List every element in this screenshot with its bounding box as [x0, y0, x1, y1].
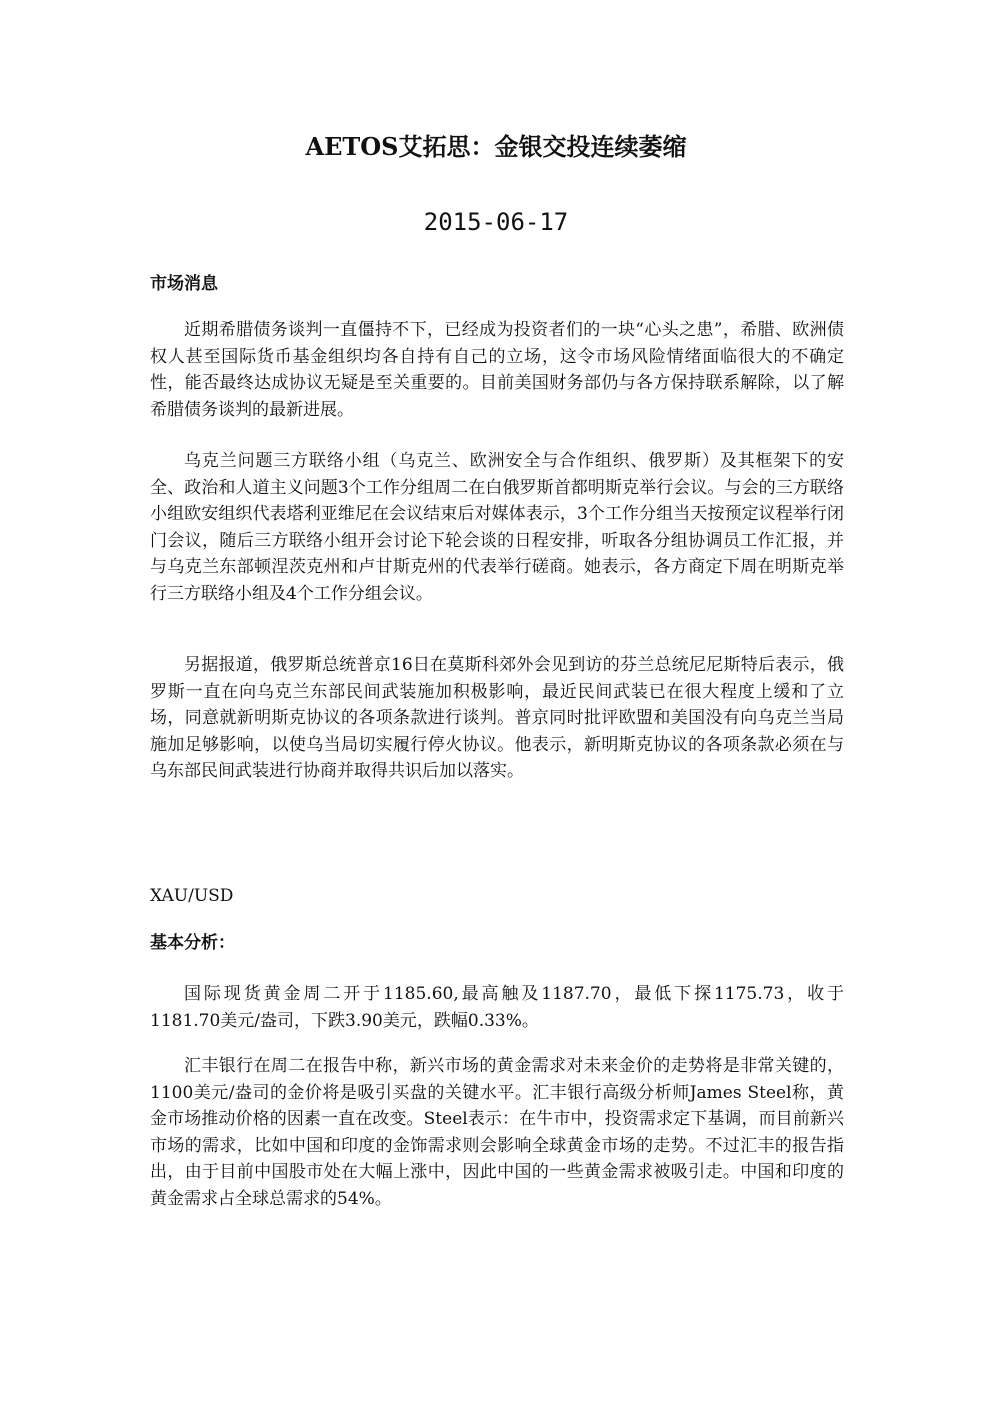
market-news-paragraph-greece: 近期希腊债务谈判一直僵持不下，已经成为投资者们的一块“心头之患”，希腊、欧洲债权人甚至国际货币基金组织均各自持有自己的立场，这令市场风险情绪面临很大的不确定性，能否最终达成协议无疑是至关重要的。目前美国财务部仍与各方保持联系解除，以了解希腊债务谈判的最新进展。 [150, 320, 844, 420]
xau-usd-label: XAU/USD [150, 886, 234, 906]
document-title: AETOS艾拓思：金银交投连续萎缩 [305, 132, 687, 161]
gold-price-paragraph: 国际现货黄金周二开于1185.60,最高触及1187.70，最低下探1175.73，收于1181.70美元/盎司，下跌3.90美元，跌幅0.33%。 [150, 984, 844, 1031]
market-news-paragraph-putin: 另据报道，俄罗斯总统普京16日在莫斯科郊外会见到访的芬兰总统尼尼斯特后表示，俄罗斯一直在向乌克兰东部民间武装施加积极影响，最近民间武装已在很大程度上缓和了立场，同意就新明斯克协议的各项条款进行谈判。普京同时批评欧盟和美国没有向乌克兰当局施加足够影响，以使乌当局切实履行停火协议。他表示，新明斯克协议的各项条款必须在与乌东部民间武装进行协商并取得共识后加以落实。 [150, 655, 844, 781]
document-date: 2015-06-17 [423, 208, 569, 236]
market-news-heading: 市场消息 [150, 274, 218, 294]
basic-analysis-heading: 基本分析： [150, 933, 235, 953]
hsbc-report-paragraph: 汇丰银行在周二在报告中称，新兴市场的黄金需求对未来金价的走势将是非常关键的，1100美元/盎司的金价将是吸引买盘的关键水平。汇丰银行高级分析师James Steel称，黄金市场推动价格的因素一直在改变。Steel表示：在牛市中，投资需求定下基调，而目前新兴市场的需求，比如中国和印度的金饰需求则会影响全球黄金市场的走势。不过汇丰的报告指出，由于目前中国股市处在大幅上涨中，因此中国的一些黄金需求被吸引走。中国和印度的黄金需求占全球总需求的54%。 [150, 1056, 844, 1209]
market-news-paragraph-ukraine-talks: 乌克兰问题三方联络小组（乌克兰、欧洲安全与合作组织、俄罗斯）及其框架下的安全、政治和人道主义问题3个工作分组周二在白俄罗斯首都明斯克举行会议。与会的三方联络小组欧安组织代表塔利亚维尼在会议结束后对媒体表示，3个工作分组当天按预定议程举行闭门会议，随后三方联络小组开会讨论下轮会谈的日程安排，听取各分组协调员工作汇报，并与乌克兰东部顿涅茨克州和卢甘斯克州的代表举行磋商。她表示，各方商定下周在明斯克举行三方联络小组及4个工作分组会议。 [150, 451, 844, 604]
